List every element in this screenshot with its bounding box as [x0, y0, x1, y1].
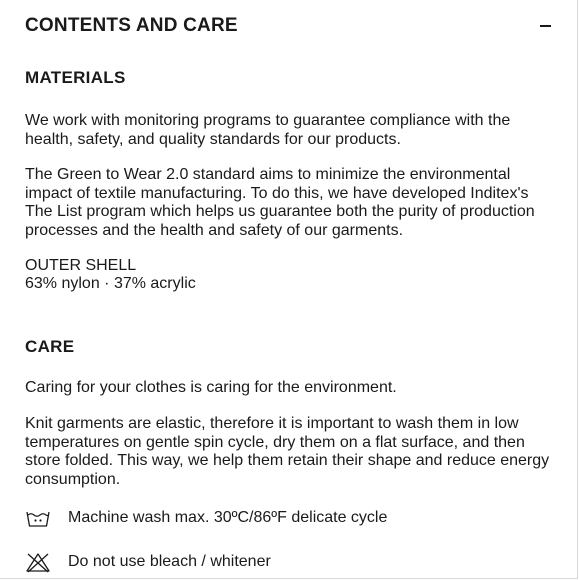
materials-monitoring-text: We work with monitoring programs to guarantee compliance with the health, safety, and quality standards for our products. — [25, 112, 511, 148]
no-bleach-icon — [25, 551, 51, 573]
care-instruction-wash — [25, 507, 387, 529]
materials-heading: MATERIALS — [25, 68, 126, 87]
care-knit-text: Knit garments are elastic, therefore it is important to wash them in low temperatures on gentle spin cycle, dry them on a flat surface, and then store folded. This way, we help them retain their shape and reduce energy consumption. — [25, 415, 550, 488]
care-instruction-text: Machine wash max. 30ºC/86ºF delicate cycle — [68, 509, 388, 526]
materials-green-to-wear-text: The Green to Wear 2.0 standard aims to minimize the environmental impact of textile manufacturing. To do this, we have developed Inditex's The List program which helps us guarantee both the purity of production processes and the health and safety of our garments. — [25, 166, 535, 239]
panel-title: CONTENTS AND CARE — [25, 15, 238, 36]
care-instruction-text: Do not use bleach / whitener — [68, 553, 271, 570]
composition-label: OUTER SHELL — [25, 257, 137, 274]
care-heading: CARE — [25, 337, 75, 356]
care-intro-text: Caring for your clothes is caring for the environment. — [25, 379, 397, 396]
minus-icon[interactable] — [540, 25, 551, 27]
contents-care-header[interactable] — [25, 14, 553, 40]
machine-wash-icon — [25, 507, 51, 529]
composition-value: 63% nylon · 37% acrylic — [25, 275, 196, 292]
care-instruction-bleach — [25, 551, 271, 573]
